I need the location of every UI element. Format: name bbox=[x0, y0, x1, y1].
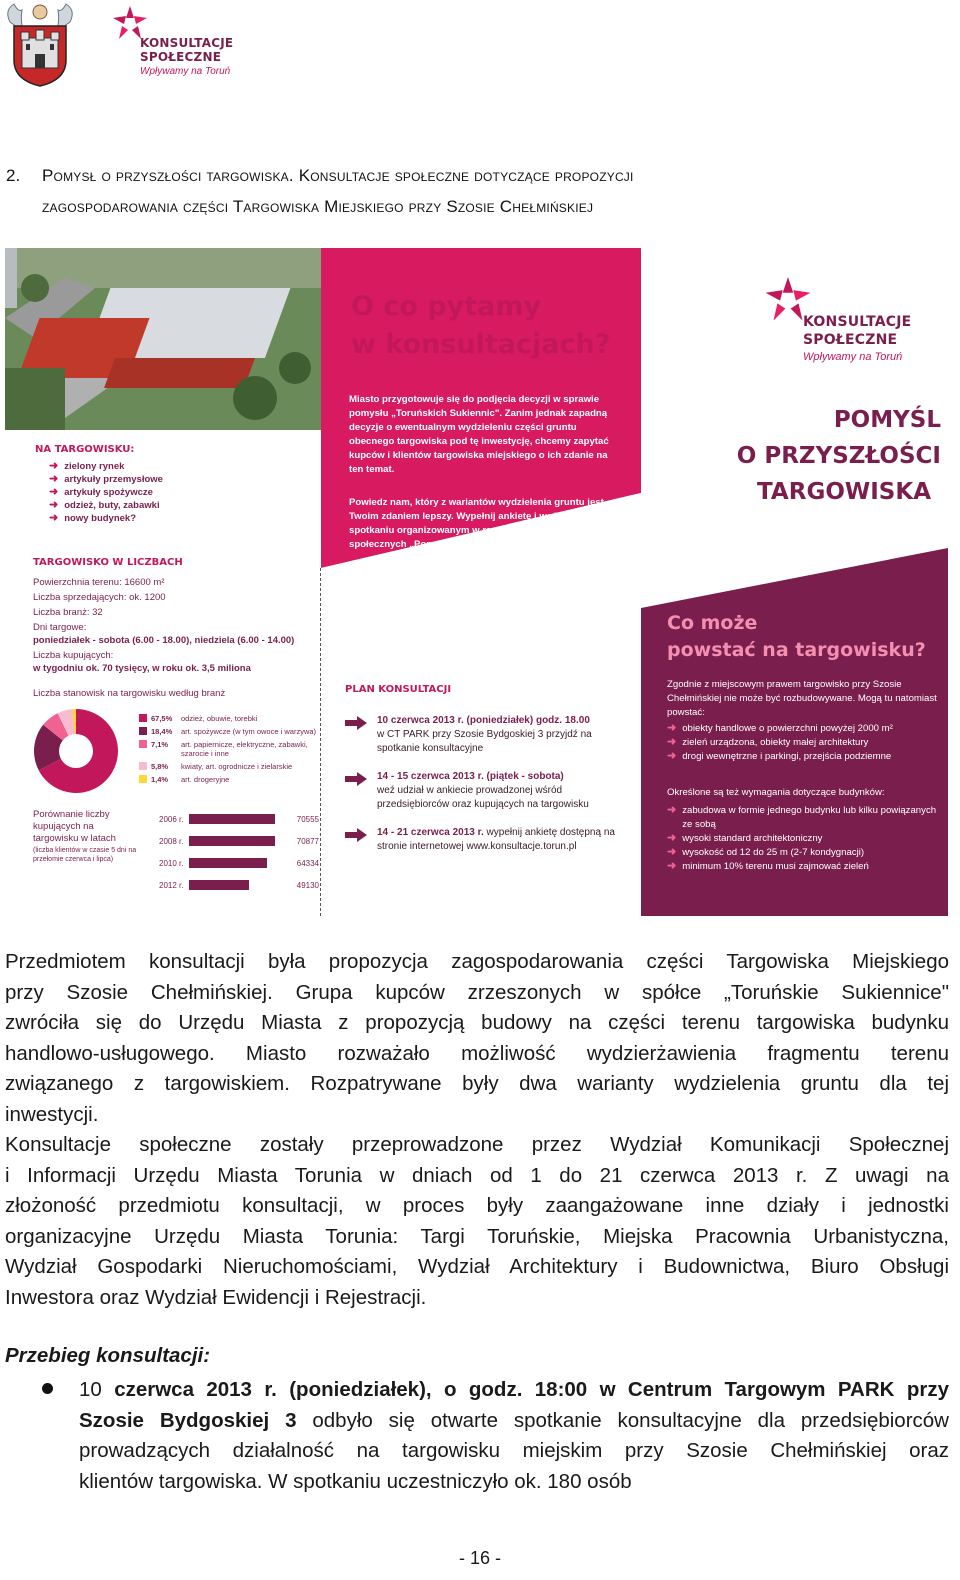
question-heading-line2: w konsultacjach? bbox=[351, 329, 611, 360]
arrow-right-icon bbox=[345, 772, 367, 786]
question-heading-line1: O co pytamy bbox=[351, 291, 542, 322]
plan-title: PLAN KONSULTACJI bbox=[345, 684, 452, 695]
arrow-right-icon: ➜ bbox=[667, 846, 677, 858]
konsultacje-spoleczne-logo bbox=[108, 4, 248, 80]
arrow-right-icon: ➜ bbox=[667, 750, 677, 762]
list-item: wysoki standard architektoniczny bbox=[682, 833, 823, 844]
legend-label: kwiaty, art. ogrodnicze i zielarskie bbox=[181, 762, 293, 771]
section-heading-line1: Pomysł o przyszłości targowiska. Konsultacje społeczne dotyczące propozycji bbox=[42, 166, 634, 185]
liczby-line: Dni targowe: bbox=[33, 622, 87, 633]
donut-legend-row bbox=[139, 762, 319, 771]
liczby-line: poniedziałek - sobota (6.00 - 18.00), niedziela (6.00 - 14.00) bbox=[33, 635, 295, 646]
list-item: obiekty handlowe o powierzchni powyżej 2000 m² bbox=[682, 723, 893, 734]
bar-year-label: 2008 r. bbox=[159, 836, 184, 846]
arrow-right-icon: ➜ bbox=[667, 722, 677, 734]
legend-pct: 5,8% bbox=[151, 762, 169, 771]
list-item: odzież, buty, zabawki bbox=[64, 500, 160, 511]
plan-item-date: 14 - 21 czerwca 2013 r. bbox=[377, 827, 484, 838]
middle-intro: Miasto przygotowuje się do podjęcia decyzji w sprawie pomysłu „Toruńskich Sukiennic". Zanim jednak zapadną decyzje o ewentualnym wydzieleniu części gruntu obecnego targowiska pod tę inwestycję, chcemy zapytać kupców i klientów targowiska miejskiego o ich zdanie na ten temat. bbox=[349, 394, 609, 475]
paragraph-intro bbox=[5, 947, 949, 1130]
arrow-right-icon: ➜ bbox=[667, 832, 677, 844]
arrow-right-icon: ➜ bbox=[49, 486, 59, 498]
legend-pct: 18,4% bbox=[151, 727, 173, 736]
liczby-list bbox=[33, 576, 319, 675]
text-line: klientów targowiska. W spotkaniu uczestniczyło ok. 180 osób bbox=[79, 1469, 632, 1493]
bullet-rest-line2: odbyło się otwarte spotkanie konsultacyjne dla przedsiębiorców bbox=[296, 1408, 949, 1432]
bar bbox=[189, 836, 275, 846]
leaflet-right-panel bbox=[641, 248, 948, 916]
bar-row bbox=[159, 852, 319, 874]
middle-call-to-action: Powiedz nam, który z wariantów wydzielenia gruntu jest Twoim zdaniem lepszy. Wypełnij ankietę i weź udział w spotkaniu organizowanym w ramach konsultacji społecznych „Pomysł o przyszłości targowiska". bbox=[349, 497, 604, 550]
leaflet-middle-panel bbox=[321, 248, 641, 916]
right-logo-tagline: Wpływamy na Toruń bbox=[803, 351, 903, 363]
page-number: - 16 - bbox=[458, 1548, 501, 1568]
liczby-line: Liczba branż: 32 bbox=[33, 607, 103, 618]
text-line: i Informacji Urzędu Miasta Torunia w dniach od 1 do 21 czerwca 2013 r. Z uwagi na bbox=[5, 1163, 949, 1187]
torun-coat-of-arms-logo bbox=[4, 2, 76, 88]
text-line: Przedmiotem konsultacji była propozycja zagospodarowania części Targowiska Miejskiego bbox=[5, 950, 949, 973]
legend-label: odzież, obuwie, torebki bbox=[181, 714, 258, 723]
porownanie-note: (liczba klientów w czasie 5 dni na przełomie czerwca i lipca) bbox=[33, 847, 137, 863]
text-line: handlowo-usługowego. Miasto rozważało możliwość wydzierżawienia fragmentu terenu bbox=[5, 1041, 949, 1065]
legend-swatch bbox=[139, 727, 147, 735]
text-line: Inwestora oraz Wydział Ewidencji i Rejestracji. bbox=[5, 1285, 427, 1309]
right-logo-title-line1: KONSULTACJE bbox=[803, 314, 912, 330]
section-number: 2. bbox=[6, 166, 21, 185]
plan-item bbox=[345, 826, 635, 854]
na-targowisku-list bbox=[49, 460, 163, 525]
plan-item-date: 14 - 15 czerwca 2013 r. (piątek - sobota) bbox=[377, 771, 564, 782]
donut-legend-row bbox=[139, 740, 319, 758]
text-line: przy Szosie Chełmińskiej. Grupa kupców zrzeszonych w spółce „Toruńskie Sukiennice" bbox=[5, 980, 949, 1004]
plan-item-desc: w CT PARK przy Szosie Bydgoskiej 3 przyjdź na spotkanie konsultacyjne bbox=[377, 729, 592, 754]
legend-pct: 67,5% bbox=[151, 714, 173, 723]
przebieg-heading: Przebieg konsultacji: bbox=[5, 1344, 211, 1367]
bar-row bbox=[159, 808, 319, 830]
text-line bbox=[79, 1406, 949, 1437]
legend-label: art. drogeryjne bbox=[181, 775, 230, 784]
list-item: zielony rynek bbox=[64, 461, 125, 472]
arrow-right-icon: ➜ bbox=[667, 804, 677, 816]
section-heading-line2: zagospodarowania części Targowiska Miejskiego przy Szosie Chełmińskiej bbox=[42, 197, 594, 216]
text-line: prowadzących działalność na targowisku miejskim przy Szosie Chełmińskiej oraz bbox=[79, 1439, 949, 1462]
bullet-item-meeting bbox=[79, 1375, 949, 1497]
bar bbox=[189, 814, 275, 824]
liczby-title: TARGOWISKO W LICZBACH bbox=[33, 557, 183, 568]
arrow-right-icon: ➜ bbox=[667, 736, 677, 748]
plan-item bbox=[345, 770, 635, 812]
right-logo-title-line2: SPOŁECZNE bbox=[803, 332, 898, 348]
bar-value-label: 64334 bbox=[296, 858, 319, 868]
section-heading bbox=[6, 160, 936, 222]
right-req-intro: Określone są też wymagania dotyczące budynków: bbox=[667, 787, 885, 798]
stanowiska-donut-chart bbox=[31, 706, 121, 796]
list-item: wysokość od 12 do 25 m (2-7 kondygnacji) bbox=[682, 847, 865, 858]
consultation-leaflet-image bbox=[5, 248, 948, 916]
plan-item-date: 10 czerwca 2013 r. (poniedziałek) godz. 18.00 bbox=[377, 715, 590, 726]
legend-pct: 7,1% bbox=[151, 740, 169, 749]
donut-legend bbox=[139, 714, 319, 788]
liczby-line: w tygodniu ok. 70 tysięcy, w roku ok. 3,5 miliona bbox=[33, 663, 251, 674]
arrow-right-icon bbox=[345, 828, 367, 842]
text-line bbox=[79, 1375, 949, 1406]
bar bbox=[189, 880, 249, 890]
paragraph-organization bbox=[5, 1130, 949, 1313]
arrow-right-icon: ➜ bbox=[49, 499, 59, 511]
arrow-right-icon bbox=[345, 716, 367, 730]
legend-swatch bbox=[139, 740, 147, 748]
plan-item bbox=[345, 714, 635, 756]
list-item: zabudowa w formie jednego budynku lub kilku powiązanych ze sobą bbox=[682, 805, 937, 830]
title-line: TARGOWISKA bbox=[757, 479, 931, 505]
liczby-line: Liczba sprzedających: ok. 1200 bbox=[33, 592, 166, 603]
bar-row bbox=[159, 830, 319, 852]
text-line: organizacyjne Urzędu Miasta Torunia: Targi Toruńskie, Miejska Pracownia Urbanistyczna, bbox=[5, 1224, 949, 1248]
right-title bbox=[681, 402, 941, 510]
liczby-line: Liczba kupujących: bbox=[33, 650, 114, 661]
bar-year-label: 2012 r. bbox=[159, 880, 184, 890]
text-line: Wydział Gospodarki Nieruchomościami, Wydział Architektury i Budownictwa, Biuro Obsługi bbox=[5, 1255, 949, 1278]
bar bbox=[189, 858, 267, 868]
bar-value-label: 49130 bbox=[296, 880, 319, 890]
list-item: minimum 10% terenu musi zajmować zieleń bbox=[682, 861, 869, 872]
text-line: inwestycji. bbox=[5, 1102, 99, 1126]
title-line: O PRZYSZŁOŚCI bbox=[736, 443, 941, 469]
liczby-line: Powierzchnia terenu: 16600 m² bbox=[33, 577, 165, 588]
legend-swatch bbox=[139, 762, 147, 770]
donut-legend-row bbox=[139, 714, 319, 723]
donut-legend-row bbox=[139, 727, 319, 736]
list-item: zieleń urządzona, obiekty małej architektury bbox=[682, 737, 869, 748]
porownanie-bar-chart bbox=[159, 808, 319, 896]
aerial-photo-marketplace bbox=[5, 248, 321, 430]
list-item: artykuły przemysłowe bbox=[64, 474, 163, 485]
text-line: związanego z targowiskiem. Rozpatrywane były dwa warianty wydzielenia gruntu dla tej bbox=[5, 1072, 949, 1095]
text-line: Konsultacje społeczne zostały przeprowadzone przez Wydział Komunikacji Społecznej bbox=[5, 1133, 949, 1156]
list-item: nowy budynek? bbox=[64, 513, 137, 524]
logo-title-line1: KONSULTACJE bbox=[140, 36, 234, 50]
arrow-right-icon: ➜ bbox=[667, 860, 677, 872]
logo-title-line2: SPOŁECZNE bbox=[140, 50, 222, 64]
bar-value-label: 70555 bbox=[296, 814, 319, 824]
plan-list bbox=[345, 714, 635, 863]
logo-tagline: Wpływamy na Toruń bbox=[140, 66, 231, 77]
stanowiska-title: Liczba stanowisk na targowisku według branż bbox=[33, 688, 226, 699]
right-question-line2: powstać na targowisku? bbox=[667, 639, 926, 661]
legend-label: art. spożywcze (w tym owoce i warzywa) bbox=[181, 727, 317, 736]
donut-legend-row bbox=[139, 775, 319, 784]
text-line: złożoność przedmiotu konsultacji, w proces były zaangażowane inne działy i jednostki bbox=[5, 1194, 949, 1217]
arrow-right-icon: ➜ bbox=[49, 512, 59, 524]
arrow-right-icon: ➜ bbox=[49, 473, 59, 485]
plan-item-desc: weź udział w ankiecie prowadzonej wśród przedsiębiorców oraz kupujących na targowisku bbox=[377, 785, 589, 810]
text-line: zwróciła się do Urzędu Miasta z propozycją budowy na części terenu targowiska budynku bbox=[5, 1011, 949, 1034]
porownanie-title: Porównanie liczby kupujących na targowisku w latach bbox=[33, 809, 116, 844]
arrow-right-icon: ➜ bbox=[49, 460, 59, 472]
right-list1 bbox=[667, 722, 942, 764]
bar-year-label: 2006 r. bbox=[159, 814, 184, 824]
right-intro: Zgodnie z miejscowym prawem targowisko przy Szosie Chełmińskiej nie może być rozbudowywane. Mogą tu natomiast powstać: bbox=[667, 679, 937, 718]
bar-year-label: 2010 r. bbox=[159, 858, 184, 868]
bullet-bold-part1: czerwca 2013 r. (poniedziałek), o godz. 18:00 w Centrum Targowym PARK przy bbox=[114, 1378, 949, 1401]
legend-swatch bbox=[139, 714, 147, 722]
list-item: artykuły spożywcze bbox=[64, 487, 153, 498]
bullet-icon bbox=[42, 1383, 53, 1394]
legend-label: art. papiernicze, elektryczne, zabawki, szarocie i inne bbox=[181, 740, 308, 758]
legend-pct: 1,4% bbox=[151, 775, 169, 784]
bar-row bbox=[159, 874, 319, 896]
bar-value-label: 70877 bbox=[296, 836, 319, 846]
bullet-date-day: 10 bbox=[79, 1378, 115, 1401]
na-targowisku-title: NA TARGOWISKU: bbox=[35, 444, 135, 455]
legend-swatch bbox=[139, 775, 147, 783]
right-question-line1: Co może bbox=[667, 612, 758, 634]
plan-item-desc: wypełnij ankietę dostępną na stronie internetowej www.konsultacje.torun.pl bbox=[377, 827, 615, 852]
right-list2 bbox=[667, 804, 942, 874]
list-item: drogi wewnętrzne i parkingi, przejścia podziemne bbox=[682, 751, 892, 762]
bullet-bold-part2: Szosie Bydgoskiej 3 bbox=[79, 1408, 297, 1432]
leaflet-left-panel bbox=[5, 248, 321, 916]
title-line: POMYŚL bbox=[833, 407, 941, 433]
